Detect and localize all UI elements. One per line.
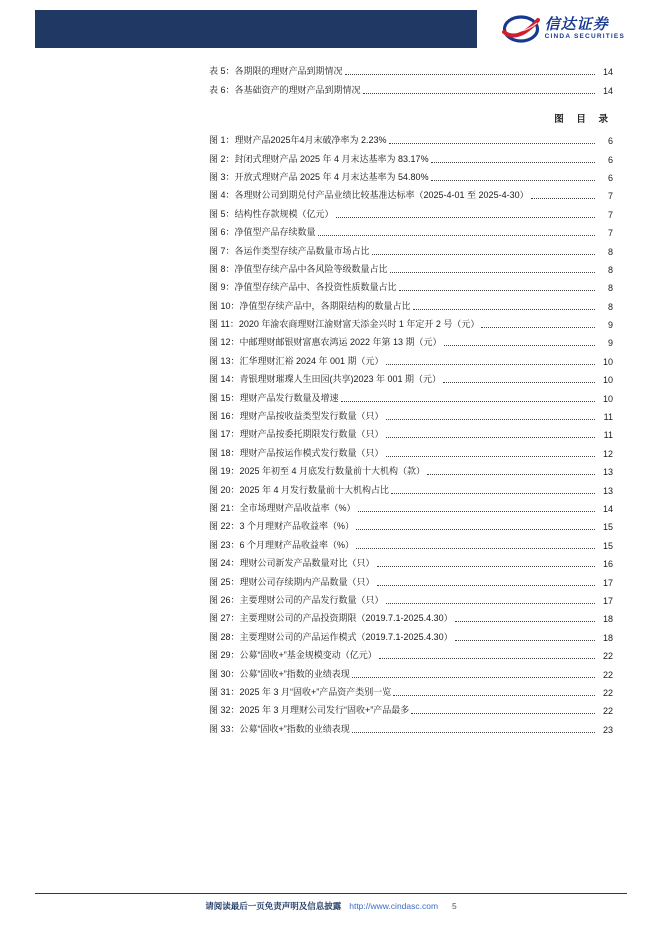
toc-dot-leader [431, 180, 595, 181]
toc-entry-page: 14 [602, 85, 613, 96]
toc-dot-leader [379, 658, 595, 659]
toc-row[interactable] [209, 314, 613, 332]
toc-entry-label: 图 15： [209, 392, 240, 403]
toc-entry-title: 2025 年 3 月理财公司发行“固收+”产品最多 [239, 705, 410, 716]
toc-entry-label: 图 22： [209, 521, 240, 532]
toc-entry-label: 图 17： [209, 429, 240, 440]
toc-dot-leader [386, 364, 595, 365]
toc-entry-label: 图 4： [209, 190, 235, 201]
toc-dot-leader [352, 732, 595, 733]
toc-entry-title: 各运作类型存续产品数量市场占比 [234, 245, 370, 256]
toc-row[interactable] [209, 240, 613, 258]
toc-entry-page: 22 [602, 669, 613, 680]
toc-entry-title: 青银理财璀璨人生田园(共享)2023 年 001 期（元） [239, 374, 442, 385]
toc-entry-title: 结构性存款规模（亿元） [234, 208, 334, 219]
table-of-contents [209, 61, 613, 737]
toc-entry-page: 16 [602, 559, 613, 570]
toc-row[interactable] [209, 700, 613, 718]
toc-entry-label: 图 18： [209, 447, 240, 458]
toc-dot-leader [390, 272, 595, 273]
toc-row[interactable] [209, 516, 613, 534]
toc-dot-leader [389, 143, 595, 144]
toc-entry-title: 净值型存续产品中、各投资性质数量占比 [234, 282, 397, 293]
toc-dot-leader [386, 456, 595, 457]
toc-dot-leader [341, 401, 595, 402]
toc-entry-title: 各基础资产的理财产品到期情况 [234, 84, 361, 95]
toc-row[interactable] [209, 682, 613, 700]
toc-row[interactable] [209, 534, 613, 552]
toc-entry-label: 图 31： [209, 686, 240, 697]
toc-entry-label: 图 21： [209, 502, 240, 513]
toc-dot-leader [356, 548, 595, 549]
toc-entry-page: 8 [607, 246, 613, 257]
toc-row[interactable] [209, 61, 613, 79]
toc-dot-leader [411, 713, 595, 714]
toc-entry-label: 图 2： [209, 153, 235, 164]
toc-row[interactable] [209, 295, 613, 313]
toc-entry-page: 10 [602, 356, 613, 367]
toc-row[interactable] [209, 718, 613, 736]
toc-entry-title: 3 个月理财产品收益率（%） [239, 521, 355, 532]
toc-entry-title: 公募“固收+”指数的业绩表现 [239, 668, 350, 679]
toc-dot-leader [358, 511, 595, 512]
header-bar [35, 10, 477, 48]
toc-row[interactable] [209, 645, 613, 663]
toc-entry-page: 11 [603, 430, 613, 441]
toc-entry-page: 17 [602, 577, 613, 588]
toc-dot-leader [455, 640, 595, 641]
figures-toc-heading: 图 目 录 [554, 113, 613, 125]
toc-entry-label: 图 5： [209, 208, 235, 219]
toc-entry-page: 8 [607, 301, 613, 312]
toc-entry-label: 图 33： [209, 723, 240, 734]
toc-entry-page: 18 [602, 614, 613, 625]
toc-entry-title: 中邮理财邮银财富惠农鸿运 2022 年第 13 期（元） [239, 337, 442, 348]
report-header [35, 10, 627, 48]
toc-entry-label: 图 10： [209, 300, 240, 311]
toc-dot-leader [531, 198, 595, 199]
toc-entry-page: 8 [607, 264, 613, 275]
toc-row[interactable] [209, 479, 613, 497]
toc-entry-label: 表 5： [209, 66, 235, 77]
toc-entry-page: 14 [602, 67, 613, 78]
toc-entry-title: 理财产品按运作模式发行数量（只） [239, 447, 384, 458]
toc-row[interactable] [209, 461, 613, 479]
toc-entry-label: 图 28： [209, 631, 240, 642]
toc-dot-leader [413, 309, 595, 310]
toc-entry-label: 图 1： [209, 135, 235, 146]
toc-row[interactable] [209, 185, 613, 203]
toc-entry-label: 图 7： [209, 245, 235, 256]
toc-entry-page: 10 [602, 375, 613, 386]
toc-entry-page: 23 [602, 724, 613, 735]
toc-entry-title: 封闭式理财产品 2025 年 4 月末达基率为 83.17% [234, 153, 429, 164]
toc-dot-leader [352, 677, 595, 678]
toc-row[interactable] [209, 626, 613, 644]
toc-dot-leader [386, 603, 595, 604]
toc-entry-title: 各理财公司到期兑付产品业绩比较基准达标率（2025-4-01 至 2025-4-30） [234, 190, 529, 201]
figures-toc-list [209, 130, 613, 737]
toc-dot-leader [431, 162, 595, 163]
footer-page-number: 5 [452, 901, 457, 911]
toc-entry-page: 22 [602, 687, 613, 698]
toc-dot-leader [345, 74, 595, 75]
toc-entry-label: 图 12： [209, 337, 240, 348]
toc-row[interactable] [209, 203, 613, 221]
toc-entry-title: 公募“固收+”基金规模变动（亿元） [239, 650, 377, 661]
toc-entry-title: 主要理财公司的产品发行数量（只） [239, 594, 384, 605]
toc-row[interactable] [209, 387, 613, 405]
toc-dot-leader [336, 217, 595, 218]
toc-entry-page: 9 [607, 338, 613, 349]
toc-entry-page: 6 [607, 154, 613, 165]
cinda-logo-text [545, 17, 625, 41]
toc-entry-title: 净值型产品存续数量 [234, 227, 316, 238]
tables-toc-list [209, 61, 613, 98]
toc-entry-title: 2025 年 3 月“固收+”产品资产类别一览 [239, 686, 392, 697]
toc-entry-page: 7 [607, 191, 613, 202]
footer-url-link[interactable]: http://www.cindasc.com [349, 901, 439, 911]
toc-row[interactable] [209, 663, 613, 681]
toc-entry-label: 图 14： [209, 374, 240, 385]
toc-entry-title: 理财产品按收益类型发行数量（只） [239, 411, 384, 422]
toc-row[interactable] [209, 332, 613, 350]
toc-row[interactable] [209, 498, 613, 516]
toc-entry-page: 17 [602, 595, 613, 606]
toc-dot-leader [443, 382, 595, 383]
toc-entry-title: 各期限的理财产品到期情况 [234, 66, 343, 77]
toc-dot-leader [386, 437, 595, 438]
toc-entry-title: 开放式理财产品 2025 年 4 月末达基率为 54.80% [234, 171, 429, 182]
toc-dot-leader [386, 419, 595, 420]
toc-dot-leader [356, 529, 595, 530]
toc-dot-leader [377, 585, 595, 586]
toc-entry-label: 图 9： [209, 282, 235, 293]
toc-entry-label: 图 30： [209, 668, 240, 679]
toc-entry-page: 14 [602, 503, 613, 514]
toc-entry-page: 13 [602, 485, 613, 496]
toc-entry-title: 理财产品发行数量及增速 [239, 392, 339, 403]
toc-entry-title: 净值型存续产品中各风险等级数量占比 [234, 263, 388, 274]
toc-dot-leader [391, 493, 595, 494]
toc-row[interactable] [209, 590, 613, 608]
toc-entry-title: 6 个月理财产品收益率（%） [239, 539, 355, 550]
toc-dot-leader [427, 474, 595, 475]
toc-row[interactable] [209, 79, 613, 97]
toc-dot-leader [318, 235, 595, 236]
toc-entry-title: 理财公司新发产品数量对比（只） [239, 558, 375, 569]
toc-entry-label: 图 29： [209, 650, 240, 661]
toc-entry-page: 11 [603, 412, 613, 423]
toc-entry-label: 图 27： [209, 613, 240, 624]
toc-entry-label: 图 25： [209, 576, 240, 587]
toc-entry-page: 8 [607, 283, 613, 294]
toc-entry-label: 图 13： [209, 355, 240, 366]
toc-entry-label: 图 3： [209, 171, 235, 182]
toc-entry-label: 图 6： [209, 227, 235, 238]
toc-entry-label: 图 26： [209, 594, 240, 605]
toc-row[interactable] [209, 406, 613, 424]
toc-row[interactable] [209, 222, 613, 240]
toc-row[interactable] [209, 130, 613, 148]
toc-row[interactable] [209, 350, 613, 368]
toc-entry-label: 图 8： [209, 263, 235, 274]
toc-dot-leader [444, 345, 595, 346]
toc-entry-title: 理财产品2025年4月末破净率为 2.23% [234, 135, 387, 146]
toc-entry-title: 2025 年 4 月发行数量前十大机构占比 [239, 484, 390, 495]
toc-entry-page: 12 [602, 448, 613, 459]
toc-dot-leader [363, 93, 595, 94]
toc-entry-title: 理财公司存续期内产品数量（只） [239, 576, 375, 587]
toc-entry-title: 全市场理财产品收益率（%） [239, 502, 356, 513]
toc-entry-label: 图 20： [209, 484, 240, 495]
toc-dot-leader [393, 695, 595, 696]
page-footer [35, 900, 627, 912]
toc-entry-page: 15 [602, 522, 613, 533]
toc-entry-page: 13 [602, 467, 613, 478]
toc-dot-leader [399, 290, 595, 291]
toc-entry-page: 15 [602, 540, 613, 551]
toc-entry-label: 图 24： [209, 558, 240, 569]
toc-entry-page: 6 [607, 172, 613, 183]
footer-divider [35, 893, 627, 894]
toc-entry-label: 图 11： [209, 319, 239, 330]
toc-entry-page: 18 [602, 632, 613, 643]
toc-row[interactable] [209, 424, 613, 442]
cinda-logo-emblem [502, 14, 540, 44]
toc-row[interactable] [209, 369, 613, 387]
toc-row[interactable] [209, 259, 613, 277]
toc-entry-title: 理财产品按委托期限发行数量（只） [239, 429, 384, 440]
toc-row[interactable] [209, 442, 613, 460]
toc-entry-label: 表 6： [209, 84, 235, 95]
logo-name-en: CINDA SECURITIES [544, 33, 625, 41]
footer-disclaimer: 请阅读最后一页免责声明及信息披露 [205, 901, 342, 911]
toc-row[interactable] [209, 571, 613, 589]
toc-entry-title: 汇华理财汇裕 2024 年 001 期（元） [239, 355, 384, 366]
toc-entry-page: 6 [607, 136, 613, 147]
toc-entry-title: 2020 年渝农商理财江渝财富天添金兴时 1 年定开 2 号（元） [238, 319, 480, 330]
toc-entry-label: 图 23： [209, 539, 240, 550]
toc-entry-page: 10 [602, 393, 613, 404]
toc-entry-page: 22 [602, 706, 613, 717]
toc-entry-page: 22 [602, 651, 613, 662]
toc-row[interactable] [209, 277, 613, 295]
toc-row[interactable] [209, 553, 613, 571]
toc-entry-title: 主要理财公司的产品运作模式（2019.7.1-2025.4.30） [239, 631, 453, 642]
toc-entry-label: 图 19： [209, 466, 240, 477]
toc-entry-title: 2025 年初至 4 月底发行数量前十大机构（款） [239, 466, 426, 477]
toc-dot-leader [377, 566, 595, 567]
toc-entry-label: 图 32： [209, 705, 240, 716]
toc-dot-leader [455, 621, 595, 622]
toc-dot-leader [372, 254, 595, 255]
toc-entry-title: 公募“固收+”指数的业绩表现 [239, 723, 350, 734]
toc-entry-title: 净值型存续产品中，各期限结构的数量占比 [239, 300, 411, 311]
toc-entry-page: 9 [607, 320, 613, 331]
toc-entry-title: 主要理财公司的产品投资期限（2019.7.1-2025.4.30） [239, 613, 453, 624]
toc-entry-page: 7 [607, 209, 613, 220]
cinda-logo [477, 10, 627, 48]
logo-name-cn: 信达证券 [544, 16, 609, 34]
toc-row[interactable] [209, 167, 613, 185]
toc-entry-page: 7 [607, 228, 613, 239]
toc-row[interactable] [209, 608, 613, 626]
toc-row[interactable] [209, 148, 613, 166]
toc-dot-leader [481, 327, 595, 328]
toc-entry-label: 图 16： [209, 411, 240, 422]
